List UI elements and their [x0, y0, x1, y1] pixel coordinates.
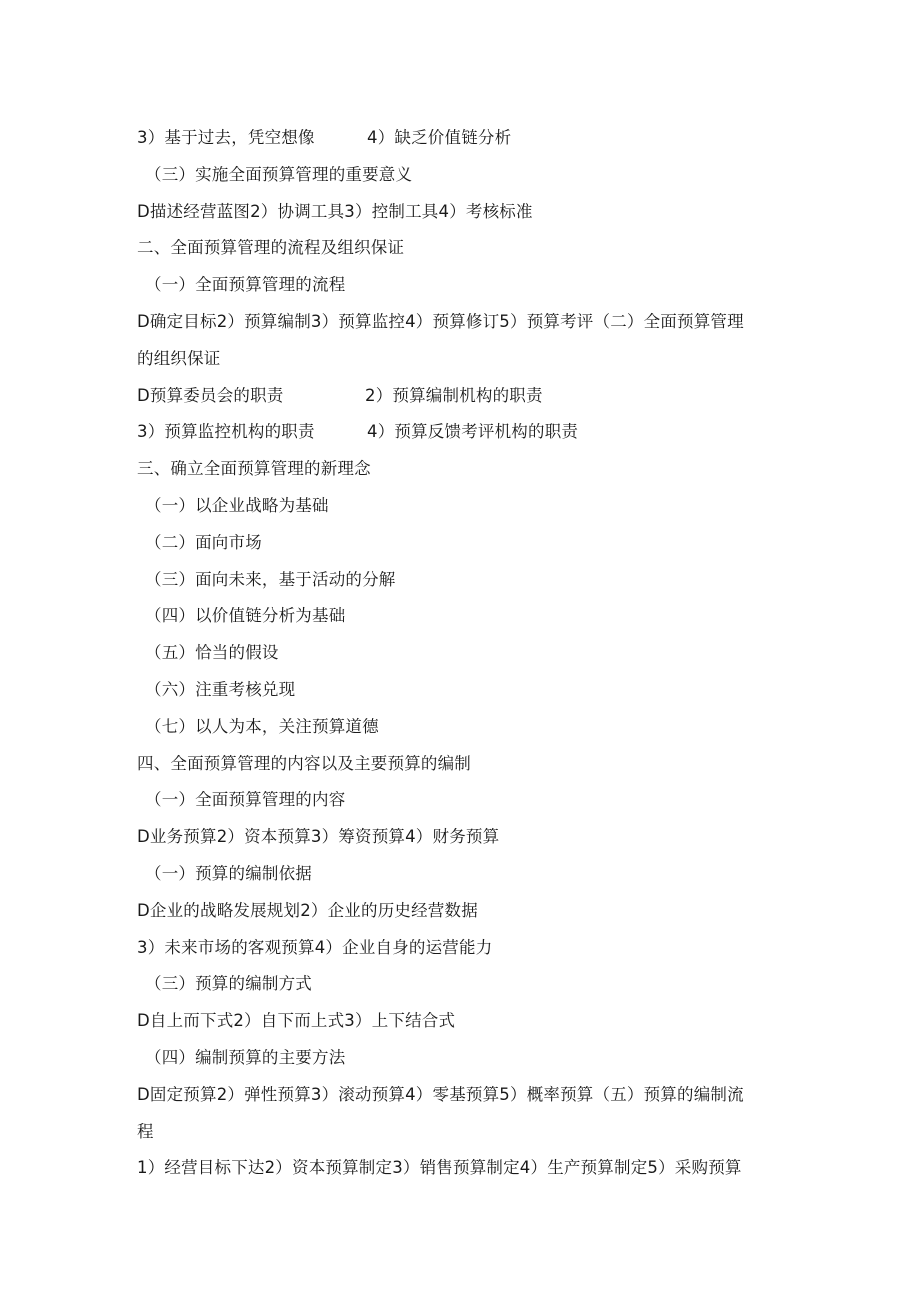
subsection-heading: （五）恰当的假设	[145, 643, 279, 663]
subsection-heading: （一）预算的编制依据	[145, 863, 312, 883]
subsection-heading: （一）以企业战略为基础	[145, 495, 329, 515]
subsection-heading: （三）面向未来，基于活动的分解	[145, 569, 396, 589]
text-line: D企业的战略发展规划2）企业的历史经营数据	[137, 900, 478, 920]
text-segment: 2）预算编制机构的职责	[365, 385, 543, 405]
text-line: 程	[137, 1121, 154, 1141]
text-segment: 3）基于过去，凭空想像	[137, 128, 315, 147]
text-line: D自上而下式2）自下而上式3）上下结合式	[137, 1011, 456, 1031]
text-line: D描述经营蓝图2）协调工具3）控制工具4）考核标准	[137, 201, 533, 221]
text-line: D固定预算2）弹性预算3）滚动预算4）零基预算5）概率预算（五）预算的编制流	[137, 1084, 744, 1104]
text-segment: 3）预算监控机构的职责	[137, 422, 315, 442]
subsection-heading: （四）编制预算的主要方法	[145, 1047, 346, 1067]
section-heading: 四、全面预算管理的内容以及主要预算的编制	[137, 753, 471, 773]
subsection-heading: （三）实施全面预算管理的重要意义	[145, 164, 413, 184]
text-segment: 4）预算反馈考评机构的职责	[367, 422, 579, 442]
text-segment: 4）缺乏价值链分析	[367, 128, 512, 147]
subsection-heading: （一）全面预算管理的流程	[145, 275, 346, 295]
text-line: 的组织保证	[137, 348, 221, 368]
subsection-heading: （三）预算的编制方式	[145, 974, 312, 994]
section-heading: 二、全面预算管理的流程及组织保证	[137, 238, 405, 258]
subsection-heading: （六）注重考核兑现	[145, 679, 296, 699]
text-line: 3）未来市场的客观预算4）企业自身的运营能力	[137, 937, 493, 957]
subsection-heading: （四）以价值链分析为基础	[145, 606, 346, 626]
text-line	[137, 378, 787, 415]
text-line: D业务预算2）资本预算3）筹资预算4）财务预算	[137, 827, 500, 847]
subsection-heading: （七）以人为本，关注预算道德	[145, 716, 379, 736]
subsection-heading: （一）全面预算管理的内容	[145, 790, 346, 810]
document-body	[137, 120, 787, 1187]
text-line: 1）经营目标下达2）资本预算制定3）销售预算制定4）生产预算制定5）采购预算	[137, 1158, 742, 1178]
subsection-heading: （二）面向市场	[145, 532, 262, 552]
text-line: D确定目标2）预算编制3）预算监控4）预算修订5）预算考评（二）全面预算管理	[137, 311, 744, 331]
section-heading: 三、确立全面预算管理的新理念	[137, 459, 371, 479]
text-line	[137, 120, 787, 157]
text-segment: D预算委员会的职责	[137, 385, 284, 405]
text-line	[137, 414, 787, 451]
